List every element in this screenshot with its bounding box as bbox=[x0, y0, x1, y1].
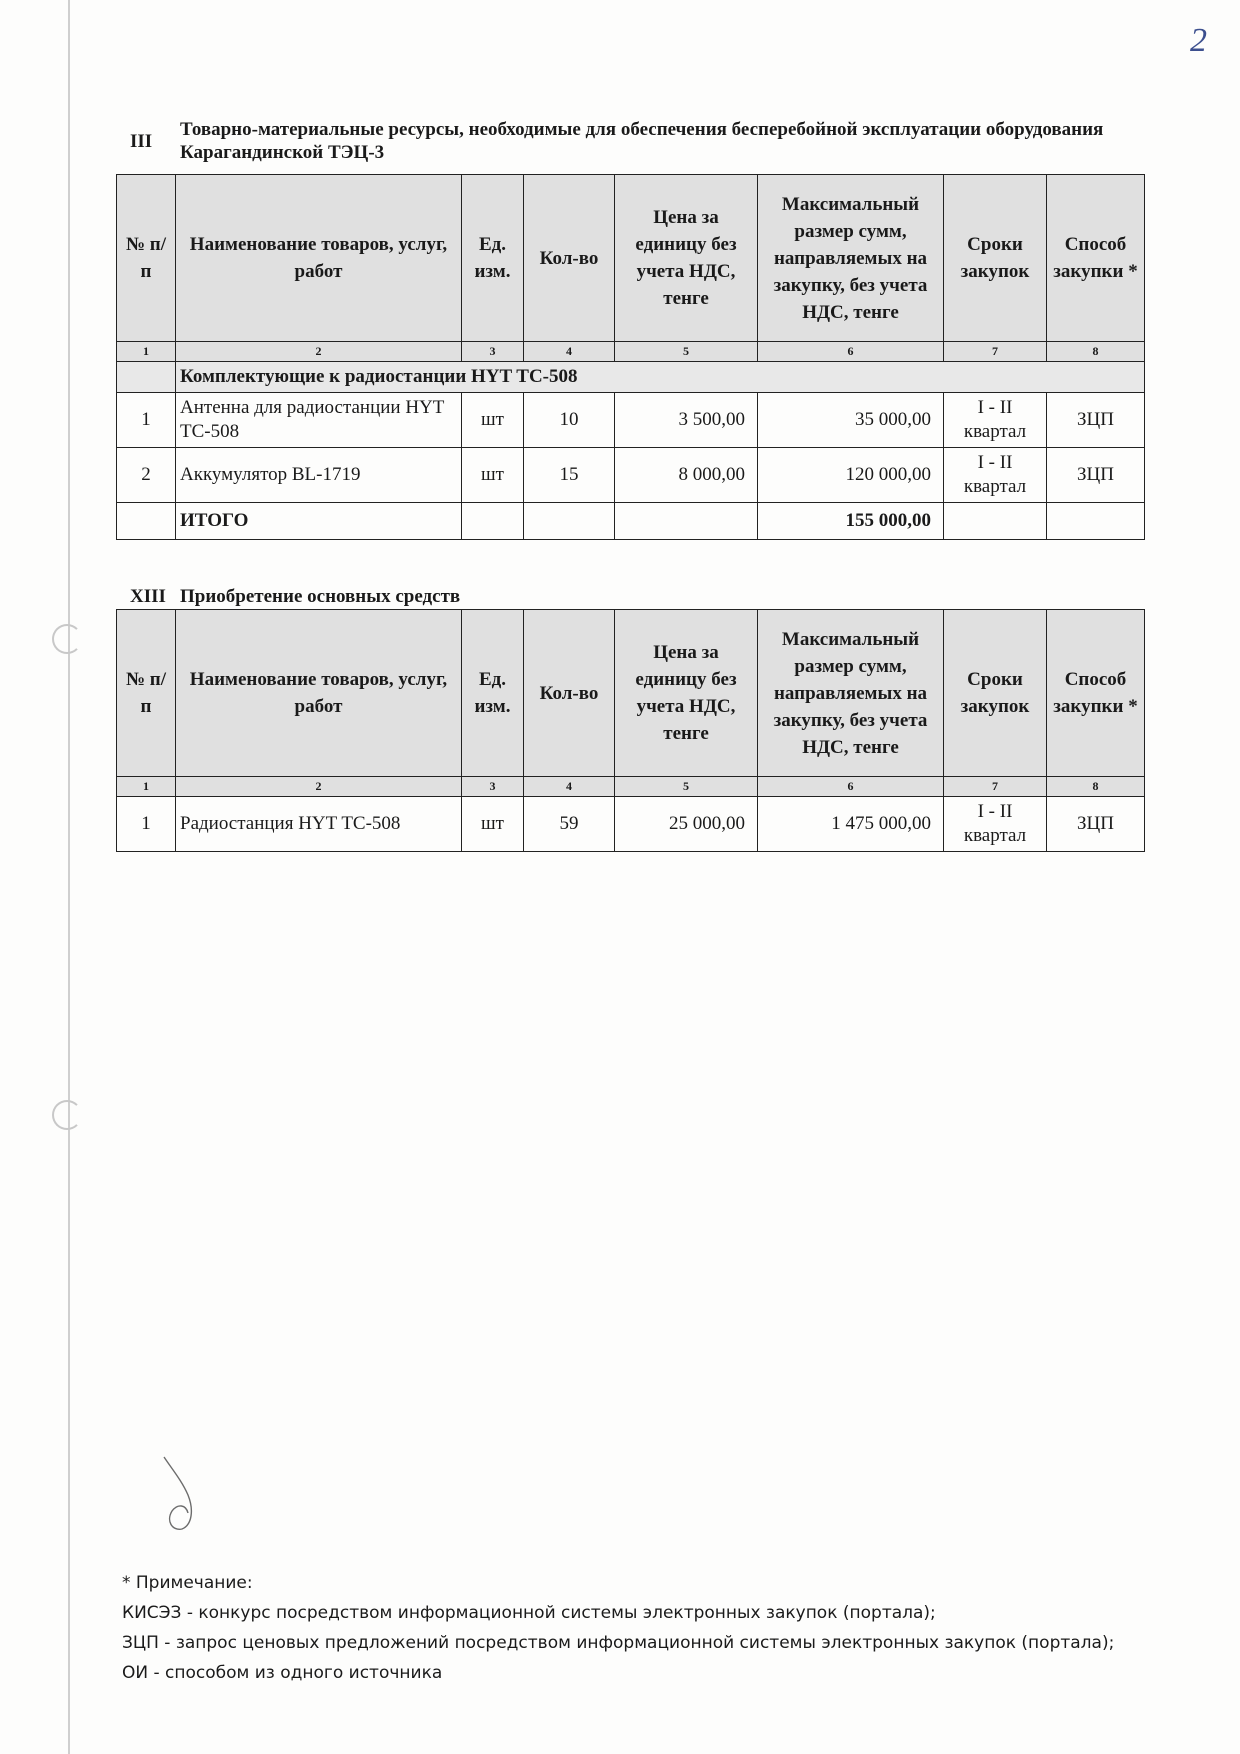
col-max-sum-header: Максимальный размер сумм, направляемых на закупку, без учета НДС, тенге bbox=[758, 610, 944, 777]
section-number: XIII bbox=[130, 586, 166, 607]
row-unit: шт bbox=[462, 448, 524, 503]
punch-hole bbox=[52, 624, 82, 654]
section-number: III bbox=[130, 131, 153, 152]
col-index: 8 bbox=[1047, 777, 1145, 797]
row-no: 2 bbox=[117, 448, 176, 503]
col-name-header: Наименование товаров, услуг, работ bbox=[176, 175, 462, 342]
group-title: Комплектующие к радиостанции HYT TC-508 bbox=[176, 362, 1145, 393]
page-number-mark: 2 bbox=[1190, 22, 1207, 59]
col-index: 4 bbox=[524, 777, 615, 797]
row-max-sum: 120 000,00 bbox=[758, 448, 944, 503]
total-blank bbox=[117, 503, 176, 540]
total-blank bbox=[524, 503, 615, 540]
total-blank bbox=[615, 503, 758, 540]
row-max-sum: 1 475 000,00 bbox=[758, 797, 944, 852]
row-period bbox=[944, 393, 1047, 448]
row-method: ЗЦП bbox=[1047, 393, 1145, 448]
col-name-header: Наименование товаров, услуг, работ bbox=[176, 610, 462, 777]
row-name: Аккумулятор BL-1719 bbox=[176, 448, 462, 503]
col-index: 5 bbox=[615, 777, 758, 797]
footnote-heading: * Примечание: bbox=[122, 1573, 253, 1593]
total-row bbox=[117, 503, 1145, 540]
row-method: ЗЦП bbox=[1047, 797, 1145, 852]
footnote-line: ОИ - способом из одного источника bbox=[122, 1663, 443, 1683]
row-max-sum: 35 000,00 bbox=[758, 393, 944, 448]
signature-mark bbox=[158, 1455, 208, 1535]
fixed-assets-table bbox=[116, 609, 1145, 852]
col-index: 2 bbox=[176, 342, 462, 362]
total-blank bbox=[944, 503, 1047, 540]
page-edge-line bbox=[68, 0, 70, 1754]
row-qty: 59 bbox=[524, 797, 615, 852]
column-index-row bbox=[117, 342, 1145, 362]
col-period-header: Сроки закупок bbox=[944, 175, 1047, 342]
row-method: ЗЦП bbox=[1047, 448, 1145, 503]
header-row bbox=[117, 610, 1145, 777]
footnote-line: ЗЦП - запрос ценовых предложений посредством информационной системы электронных закупок (портала); bbox=[122, 1633, 1115, 1653]
row-period bbox=[944, 797, 1047, 852]
table-row bbox=[117, 393, 1145, 448]
period-range: I - II bbox=[977, 801, 1013, 822]
col-method-header: Способ закупки * bbox=[1047, 175, 1145, 342]
col-price-header: Цена за единицу без учета НДС, тенге bbox=[615, 610, 758, 777]
resources-table bbox=[116, 174, 1145, 540]
row-name: Антенна для радиостанции HYT TC-508 bbox=[176, 393, 462, 448]
col-index: 5 bbox=[615, 342, 758, 362]
row-price: 25 000,00 bbox=[615, 797, 758, 852]
row-no: 1 bbox=[117, 797, 176, 852]
total-blank bbox=[462, 503, 524, 540]
period-unit: квартал bbox=[963, 825, 1027, 846]
row-unit: шт bbox=[462, 797, 524, 852]
punch-hole bbox=[52, 1100, 82, 1130]
table-row bbox=[117, 797, 1145, 852]
col-price-header: Цена за единицу без учета НДС, тенге bbox=[615, 175, 758, 342]
footnote-line: КИСЭЗ - конкурс посредством информационной системы электронных закупок (портала); bbox=[122, 1603, 936, 1623]
column-index-row bbox=[117, 777, 1145, 797]
col-no-header: № п/п bbox=[117, 610, 176, 777]
col-index: 7 bbox=[944, 342, 1047, 362]
group-row bbox=[117, 362, 1145, 393]
col-method-header: Способ закупки * bbox=[1047, 610, 1145, 777]
row-name: Радиостанция HYT TC-508 bbox=[176, 797, 462, 852]
row-unit: шт bbox=[462, 393, 524, 448]
period-unit: квартал bbox=[963, 421, 1027, 442]
col-index: 6 bbox=[758, 777, 944, 797]
col-max-sum-header: Максимальный размер сумм, направляемых на закупку, без учета НДС, тенге bbox=[758, 175, 944, 342]
col-qty-header: Кол-во bbox=[524, 610, 615, 777]
row-price: 3 500,00 bbox=[615, 393, 758, 448]
col-qty-header: Кол-во bbox=[524, 175, 615, 342]
col-no-header: № п/п bbox=[117, 175, 176, 342]
col-index: 3 bbox=[462, 777, 524, 797]
row-qty: 10 bbox=[524, 393, 615, 448]
col-index: 1 bbox=[117, 342, 176, 362]
col-unit-header: Ед. изм. bbox=[462, 610, 524, 777]
col-index: 6 bbox=[758, 342, 944, 362]
footnote bbox=[122, 1568, 1122, 1688]
col-index: 2 bbox=[176, 777, 462, 797]
total-label: ИТОГО bbox=[176, 503, 462, 540]
col-index: 1 bbox=[117, 777, 176, 797]
col-unit-header: Ед. изм. bbox=[462, 175, 524, 342]
header-row bbox=[117, 175, 1145, 342]
period-range: I - II bbox=[977, 397, 1013, 418]
total-blank bbox=[1047, 503, 1145, 540]
row-qty: 15 bbox=[524, 448, 615, 503]
table-row bbox=[117, 448, 1145, 503]
col-index: 4 bbox=[524, 342, 615, 362]
col-period-header: Сроки закупок bbox=[944, 610, 1047, 777]
row-no: 1 bbox=[117, 393, 176, 448]
row-price: 8 000,00 bbox=[615, 448, 758, 503]
row-period bbox=[944, 448, 1047, 503]
group-blank bbox=[117, 362, 176, 393]
total-value: 155 000,00 bbox=[758, 503, 944, 540]
section-title: Приобретение основных средств bbox=[180, 586, 461, 607]
period-range: I - II bbox=[977, 452, 1013, 473]
period-unit: квартал bbox=[963, 476, 1027, 497]
col-index: 8 bbox=[1047, 342, 1145, 362]
col-index: 3 bbox=[462, 342, 524, 362]
col-index: 7 bbox=[944, 777, 1047, 797]
section-title: Товарно-материальные ресурсы, необходимые для обеспечения бесперебойной эксплуатации оборудования Карагандинской ТЭЦ-3 bbox=[180, 119, 1104, 163]
